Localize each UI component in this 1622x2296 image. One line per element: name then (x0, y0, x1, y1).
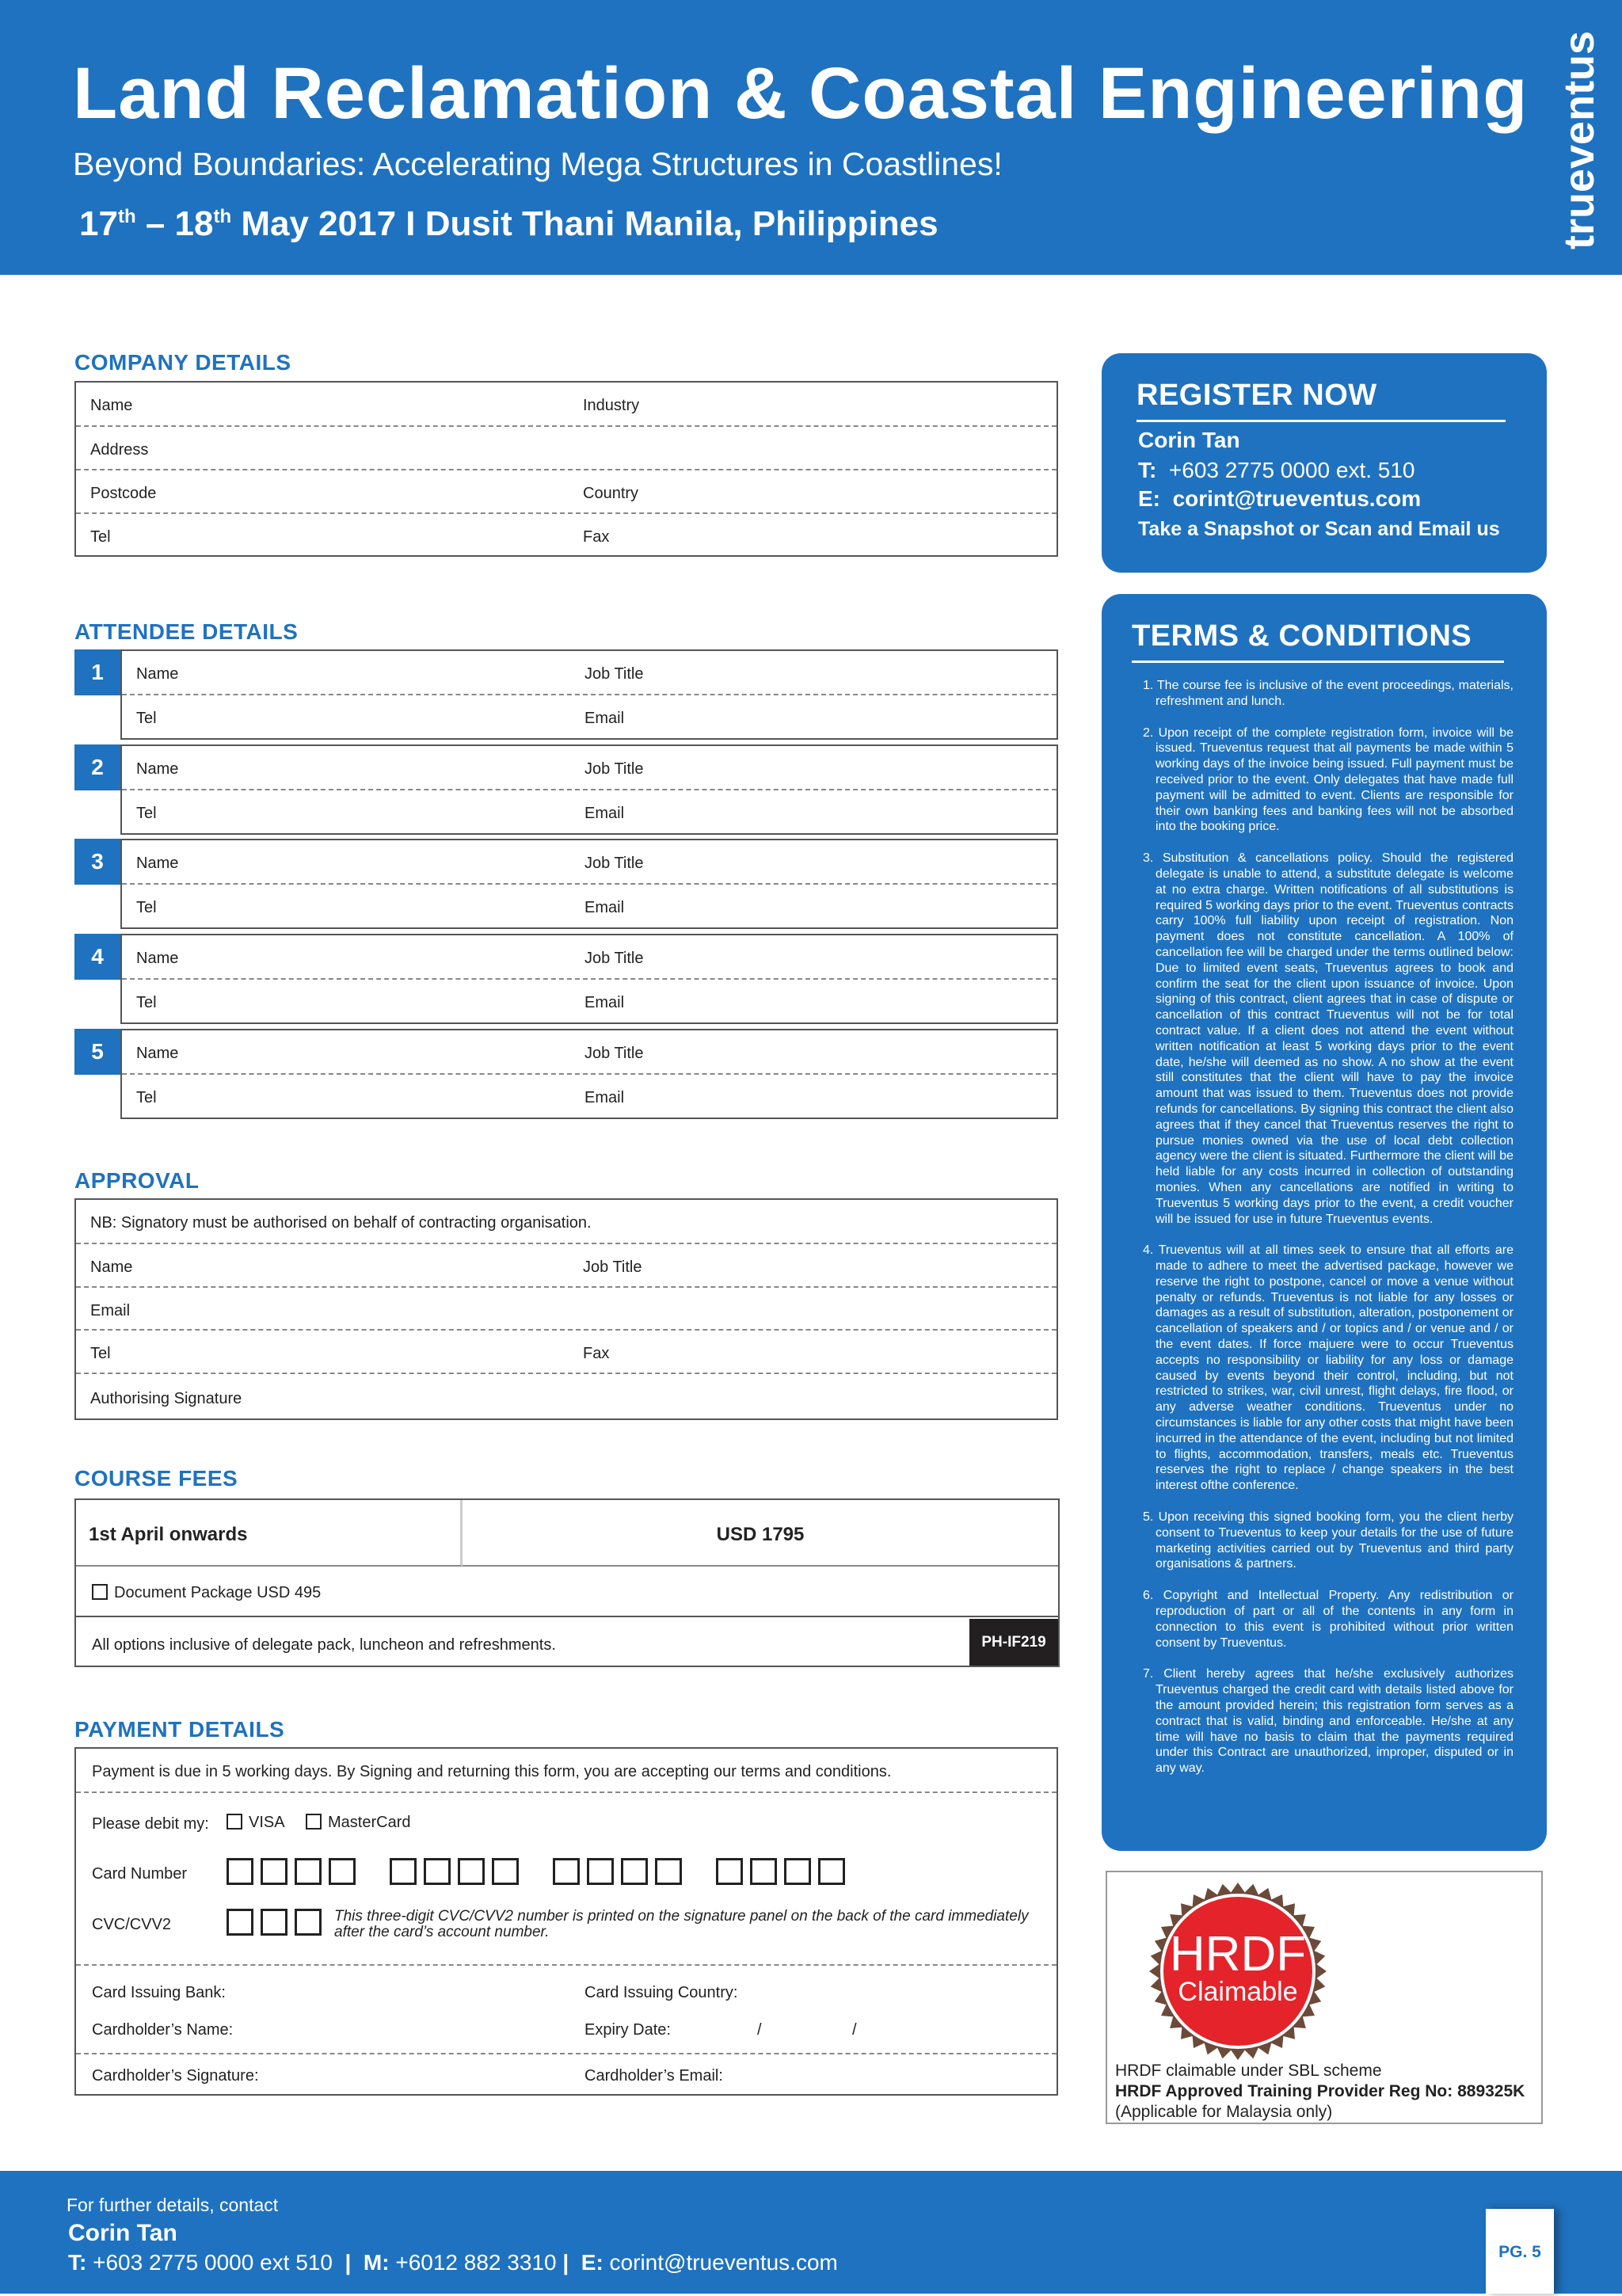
digit-box[interactable] (261, 1909, 287, 1936)
approval-box (74, 1198, 1058, 1420)
attendee-details-heading: ATTENDEE DETAILS (74, 619, 299, 644)
company-address-label: Address (90, 441, 149, 459)
footer-tel: +603 2775 0000 ext 510 (93, 2250, 333, 2275)
payment-due-note: Payment is due in 5 working days. By Signing and returning this form, you are accepting our terms and conditions. (92, 1763, 892, 1780)
attendee-box (120, 839, 1058, 929)
attendee-name-label: Name (136, 950, 179, 967)
header-banner (0, 0, 1622, 275)
company-country-label: Country (583, 485, 639, 502)
fee-period-cell (76, 1500, 463, 1567)
fee-price: USD 1795 (716, 1524, 805, 1545)
visa-label: VISA (249, 1814, 285, 1831)
digit-box[interactable] (295, 1909, 322, 1936)
digit-box[interactable] (227, 1858, 253, 1885)
footer-mobile: +6012 882 3310 (395, 2250, 557, 2275)
hrdf-line-2: HRDF Approved Training Provider Reg No: 889325K (1115, 2082, 1525, 2100)
register-email[interactable]: E: corint@trueventus.com (1138, 486, 1422, 511)
hrdf-line-1: HRDF claimable under SBL scheme (1115, 2062, 1382, 2080)
terms-heading: TERMS & CONDITIONS (1132, 619, 1472, 653)
approval-heading: APPROVAL (74, 1168, 200, 1193)
payment-details-heading: PAYMENT DETAILS (74, 1717, 285, 1742)
digit-box[interactable] (818, 1858, 845, 1885)
company-fax-label: Fax (583, 528, 610, 546)
attendee-box (120, 744, 1058, 835)
expiry-slash: / (852, 2021, 857, 2039)
footer-contact-line: T: +603 2775 0000 ext 510 | M: +6012 882 3310 | E: corint@trueventus.com (68, 2250, 838, 2275)
page-number: PG. 5 (1486, 2209, 1554, 2294)
attendee-name-label: Name (136, 1045, 179, 1062)
attendee-tel-label: Tel (136, 994, 157, 1011)
hrdf-text (1115, 2061, 1525, 2123)
digit-box[interactable] (492, 1858, 519, 1885)
approval-email-label: Email (90, 1302, 131, 1319)
heading-rule (1132, 661, 1504, 663)
attendee-email-label: Email (584, 805, 625, 822)
cvc-label: CVC/CVV2 (92, 1916, 172, 1933)
company-industry-label: Industry (583, 397, 640, 414)
trueventus-logo (1552, 24, 1608, 253)
cvc-input[interactable] (227, 1909, 329, 1936)
register-now-heading: REGISTER NOW (1137, 379, 1377, 412)
svg-text:Claimable: Claimable (1178, 1977, 1298, 2007)
company-row (76, 427, 1057, 470)
register-phone: T: +603 2775 0000 ext. 510 (1138, 458, 1415, 482)
terms-item: 3. Substitution & cancellations policy. Should the registered delegate is unable to attend, a substitute delegate is welcome at no extra charge. Written notifications of all substitutions is required 5 working days prior to the event. Trueventus contracts carry 100% full liability upon receipt of registration. Non payment does not constitute cancellation. A 100% of cancellation fee will be charged under the terms outlined below: Due to limited event seats, Trueventus agrees to book and confirm the seat for the client upon issuance of invoice. Upon signing of this contract, client agrees that in case of dispute or cancellation of this contract Trueventus will not be for total contract value. If a client does not attend the event without written notification at least 5 working days prior to the event date, he/she will deemed as no show. A no show at the event still constitutes that the client will have to pay the invoice amount that was issued to them. Trueventus does not provide refunds for cancellations. By signing this contract the client also agrees that if they cancel that Trueventus reserves the right to pursue monies owned via the use of local debt collection agency were the client is situated. Furthermore the client will be held liable for any costs incurred in collection of outstanding monies. When any cancellations are notified in writing to Trueventus 5 working days prior to the event, a credit voucher will be issued for use in future Trueventus events. (1143, 851, 1513, 1226)
fee-price-cell (463, 1500, 1058, 1567)
attendee-jobtitle-label: Job Title (584, 855, 644, 872)
digit-box[interactable] (784, 1858, 811, 1885)
footer-email[interactable]: corint@trueventus.com (609, 2250, 838, 2275)
terms-item: 4. Trueventus will at all times seek to ensure that all efforts are made to adhere to meet the advertised package, however we reserve the right to postpone, cancel or move a venue without penalty or refunds. Trueventus is not liable for any losses or damages as a result of substitution, alteration, postponement or cancellation of speakers and / or topics and / or venue and / or the event dates. If force majuere were to occur Trueventus accepts no responsibility or liability for any loss or damage caused by events beyond their control, including, but not restricted to strikes, war, civil unrest, flight delays, fire flood, or any adverse weather conditions. Trueventus under no circumstances is liable for any other costs that might have been incurred in the attendance of the event, including but not limited to flights, accommodation, transfers, meals etc. Trueventus reserves the right to replace / change speakers in the best interest ofthe conference. (1143, 1243, 1513, 1493)
approval-name-label: Name (90, 1258, 133, 1276)
terms-item: 1. The course fee is inclusive of the event proceedings, materials, refreshment and lunch. (1143, 679, 1513, 708)
company-row (76, 470, 1057, 514)
expiry-date-label: Expiry Date: (584, 2021, 671, 2039)
payment-details-box (74, 1747, 1058, 2096)
attendee-name-label: Name (136, 665, 179, 683)
terms-item: 7. Client hereby agrees that he/she exclusively authorizes Trueventus charged the credit card with details listed above for the amount provided herein; this registration form serves as a contract that is valid, binding and enforceable. He/she at any time will have no basis to claim that the payments required under this Contract are unauthorized, improper, disputed or in any way. (1143, 1667, 1513, 1776)
attendee-jobtitle-label: Job Title (584, 950, 644, 967)
visa-option (227, 1814, 285, 1832)
register-cta: Take a Snapshot or Scan and Email us (1138, 518, 1500, 540)
attendee-email-label: Email (584, 899, 625, 916)
product-code-badge: PH-IF219 (969, 1619, 1058, 1666)
footer-contact-label: For further details, contact (67, 2195, 279, 2215)
attendee-jobtitle-label: Job Title (584, 760, 644, 778)
doc-package-row (76, 1567, 1058, 1617)
doc-package-checkbox[interactable] (92, 1584, 108, 1600)
approval-note: NB: Signatory must be authorised on behalf of contracting organisation. (90, 1214, 592, 1232)
digit-box[interactable] (750, 1858, 777, 1885)
cvc-note: This three-digit CVC/CVV2 number is printed on the signature panel on the back of the card immediately after the card’s account number. (334, 1908, 1029, 1940)
digit-box[interactable] (227, 1909, 253, 1936)
mastercard-option (306, 1814, 410, 1832)
payment-due-row (76, 1749, 1057, 1793)
visa-checkbox[interactable] (227, 1814, 242, 1830)
company-details-heading: COMPANY DETAILS (74, 350, 291, 375)
debit-label: Please debit my: (92, 1815, 209, 1833)
attendee-email-label: Email (584, 710, 625, 727)
company-details-box (74, 381, 1058, 557)
digit-box[interactable] (261, 1858, 287, 1885)
attendee-number: 2 (74, 744, 120, 790)
approval-tel-label: Tel (90, 1345, 111, 1362)
terms-item: 2. Upon receipt of the complete registration form, invoice will be issued. Trueventus request that all payments be made within 5 working days of the invoice being issued. Full payment must be received prior to the event. Only delegates that have made full payment will be admitted to event. Clients are responsible for their own banking fees and banking fees will not be absorbed into the booking price. (1143, 725, 1513, 834)
divider (76, 2053, 1057, 2054)
attendee-jobtitle-label: Job Title (584, 665, 644, 683)
attendee-number: 1 (74, 649, 120, 695)
course-fees-box (74, 1498, 1060, 1667)
fee-period: 1st April onwards (89, 1524, 248, 1545)
attendee-email-label: Email (584, 1089, 625, 1106)
company-row (76, 514, 1057, 555)
digit-box[interactable] (295, 1858, 322, 1885)
svg-text:trueventus: trueventus (1555, 30, 1603, 249)
event-title: Land Reclamation & Coastal Engineering (73, 53, 1529, 134)
attendee-name-label: Name (136, 855, 179, 872)
heading-rule (1137, 420, 1506, 422)
attendee-tel-label: Tel (136, 1089, 157, 1106)
hrdf-line-3: (Applicable for Malaysia only) (1115, 2103, 1333, 2121)
digit-box[interactable] (390, 1858, 417, 1885)
approval-signature-label: Authorising Signature (90, 1390, 242, 1407)
hrdf-box (1106, 1871, 1543, 2124)
footer-banner (0, 2171, 1622, 2294)
issuing-bank-label: Card Issuing Bank: (92, 1984, 226, 2001)
attendee-box (120, 934, 1058, 1024)
mastercard-checkbox[interactable] (306, 1814, 322, 1830)
course-fees-heading: COURSE FEES (74, 1466, 238, 1491)
terms-panel (1102, 594, 1547, 1851)
attendee-tel-label: Tel (136, 805, 157, 822)
svg-text:HRDF: HRDF (1169, 1927, 1307, 1982)
mastercard-label: MasterCard (328, 1814, 411, 1831)
attendee-name-label: Name (136, 760, 179, 778)
company-tel-label: Tel (90, 528, 111, 546)
company-row (76, 383, 1057, 427)
event-dates: 17th – 18th May 2017 I Dusit Thani Manila, Philippines (79, 204, 939, 243)
terms-item: 5. Upon receiving this signed booking form, you the client herby consent to Trueventus to keep your details for the use of future marketing activities carried out by Trueventus and third party organisations & partners. (1143, 1510, 1513, 1571)
attendee-jobtitle-label: Job Title (584, 1045, 644, 1062)
digit-box[interactable] (621, 1858, 648, 1885)
digit-box[interactable] (553, 1858, 580, 1885)
hrdf-claimable-badge (1148, 1882, 1327, 2061)
issuing-country-label: Card Issuing Country: (584, 1984, 738, 2001)
expiry-slash: / (757, 2021, 762, 2039)
register-contact-name: Corin Tan (1138, 428, 1240, 452)
attendee-number: 3 (74, 839, 120, 885)
terms-item: 6. Copyright and Intellectual Property. Any redistribution or reproduction of part or all of the contents in any form in connection to this event is prohibited without prior written consent by Trueventus. (1143, 1589, 1513, 1650)
approval-jobtitle-label: Job Title (583, 1258, 642, 1276)
digit-box[interactable] (587, 1858, 614, 1885)
attendee-box (120, 649, 1058, 740)
company-postcode-label: Postcode (90, 485, 157, 502)
digit-box[interactable] (424, 1858, 451, 1885)
digit-box[interactable] (458, 1858, 485, 1885)
attendee-email-label: Email (584, 994, 625, 1011)
doc-package-label: Document Package USD 495 (114, 1584, 322, 1601)
card-number-label: Card Number (92, 1865, 188, 1883)
card-number-input[interactable] (227, 1858, 852, 1885)
divider (76, 1964, 1057, 1966)
cardholder-signature-label: Cardholder’s Signature: (92, 2067, 259, 2085)
digit-box[interactable] (716, 1858, 743, 1885)
attendee-number: 5 (74, 1029, 120, 1075)
fee-inclusive-note: All options inclusive of delegate pack, luncheon and refreshments. (92, 1636, 556, 1654)
attendee-tel-label: Tel (136, 899, 157, 916)
company-name-label: Name (90, 397, 133, 414)
cardholder-email-label: Cardholder’s Email: (584, 2067, 723, 2085)
attendee-box (120, 1029, 1058, 1119)
digit-box[interactable] (329, 1858, 356, 1885)
footer-contact-name: Corin Tan (68, 2220, 177, 2246)
register-now-panel (1102, 353, 1547, 573)
terms-list (1133, 678, 1513, 1792)
event-subtitle: Beyond Boundaries: Accelerating Mega Structures in Coastlines! (73, 146, 1003, 182)
attendee-tel-label: Tel (136, 710, 157, 727)
approval-fax-label: Fax (583, 1345, 610, 1362)
digit-box[interactable] (655, 1858, 682, 1885)
doc-package-option (92, 1584, 321, 1602)
cardholder-name-label: Cardholder’s Name: (92, 2021, 234, 2039)
attendee-number: 4 (74, 934, 120, 980)
